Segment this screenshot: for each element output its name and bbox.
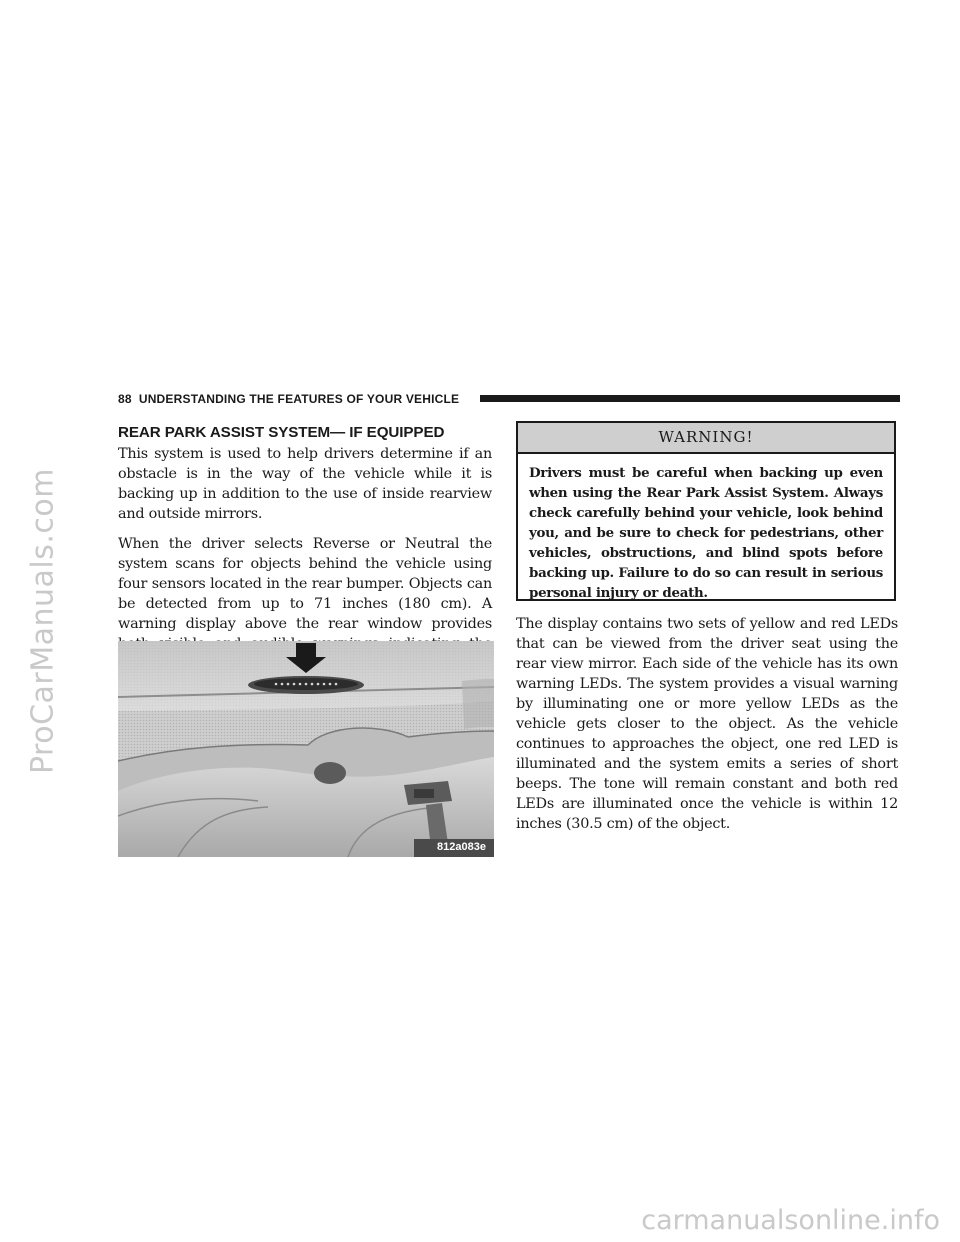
illustration-svg (118, 641, 494, 857)
header-text (118, 391, 467, 407)
watermark-bottom: carmanualsonline.info (641, 1205, 940, 1236)
page-number: 88 (118, 392, 132, 406)
warning-heading: WARNING! (518, 423, 894, 454)
left-column (118, 423, 492, 674)
section-title: REAR PARK ASSIST SYSTEM— IF EQUIPPED (118, 424, 445, 441)
page-header (118, 391, 900, 407)
warning-box (516, 421, 896, 601)
header-rule (480, 395, 900, 402)
header-section-title: UNDERSTANDING THE FEATURES OF YOUR VEHICLE (138, 392, 460, 406)
warning-body: Drivers must be careful when backing up even when using the Rear Park Assist System. Always check carefully behind your vehicle, look behind you, and be sure to check for pedestrians, other vehicles, obstructions, and blind spots before backing up. Failure to do so can result in serious personal injury or death. (529, 465, 883, 601)
led-description-paragraph: The display contains two sets of yellow and red LEDs that can be viewed from the driver seat using the rear view mirror. Each side of the vehicle has its own warning LEDs. The system provides a visual warning by illuminating one or more yellow LEDs as the vehicle gets closer to the object. As the vehicle continues to approaches the object, one red LED is illuminated and the system emits a series of short beeps. The tone will remain constant and both red LEDs are illuminated once the vehicle is within 12 inches (30.5 cm) of the object. (516, 616, 898, 832)
right-column (516, 614, 898, 834)
rear-window-illustration (118, 641, 494, 857)
watermark-left (18, 0, 68, 1242)
detection-paragraph: When the driver selects Reverse or Neutral the system scans for objects behind the vehicle using four sensors located in the rear bumper. Objects can be detected from up to 71 inches (180 cm). A warning display above the rear window provides (118, 536, 492, 632)
figure-code: 812a083e (437, 841, 486, 853)
watermark-left-text: ProCarManuals.com (25, 467, 61, 775)
intro-paragraph: This system is used to help drivers determine if an obstacle is in the way of the vehicle while it is backing up in addition to the use of inside rearview and outside mirrors. (118, 446, 492, 522)
